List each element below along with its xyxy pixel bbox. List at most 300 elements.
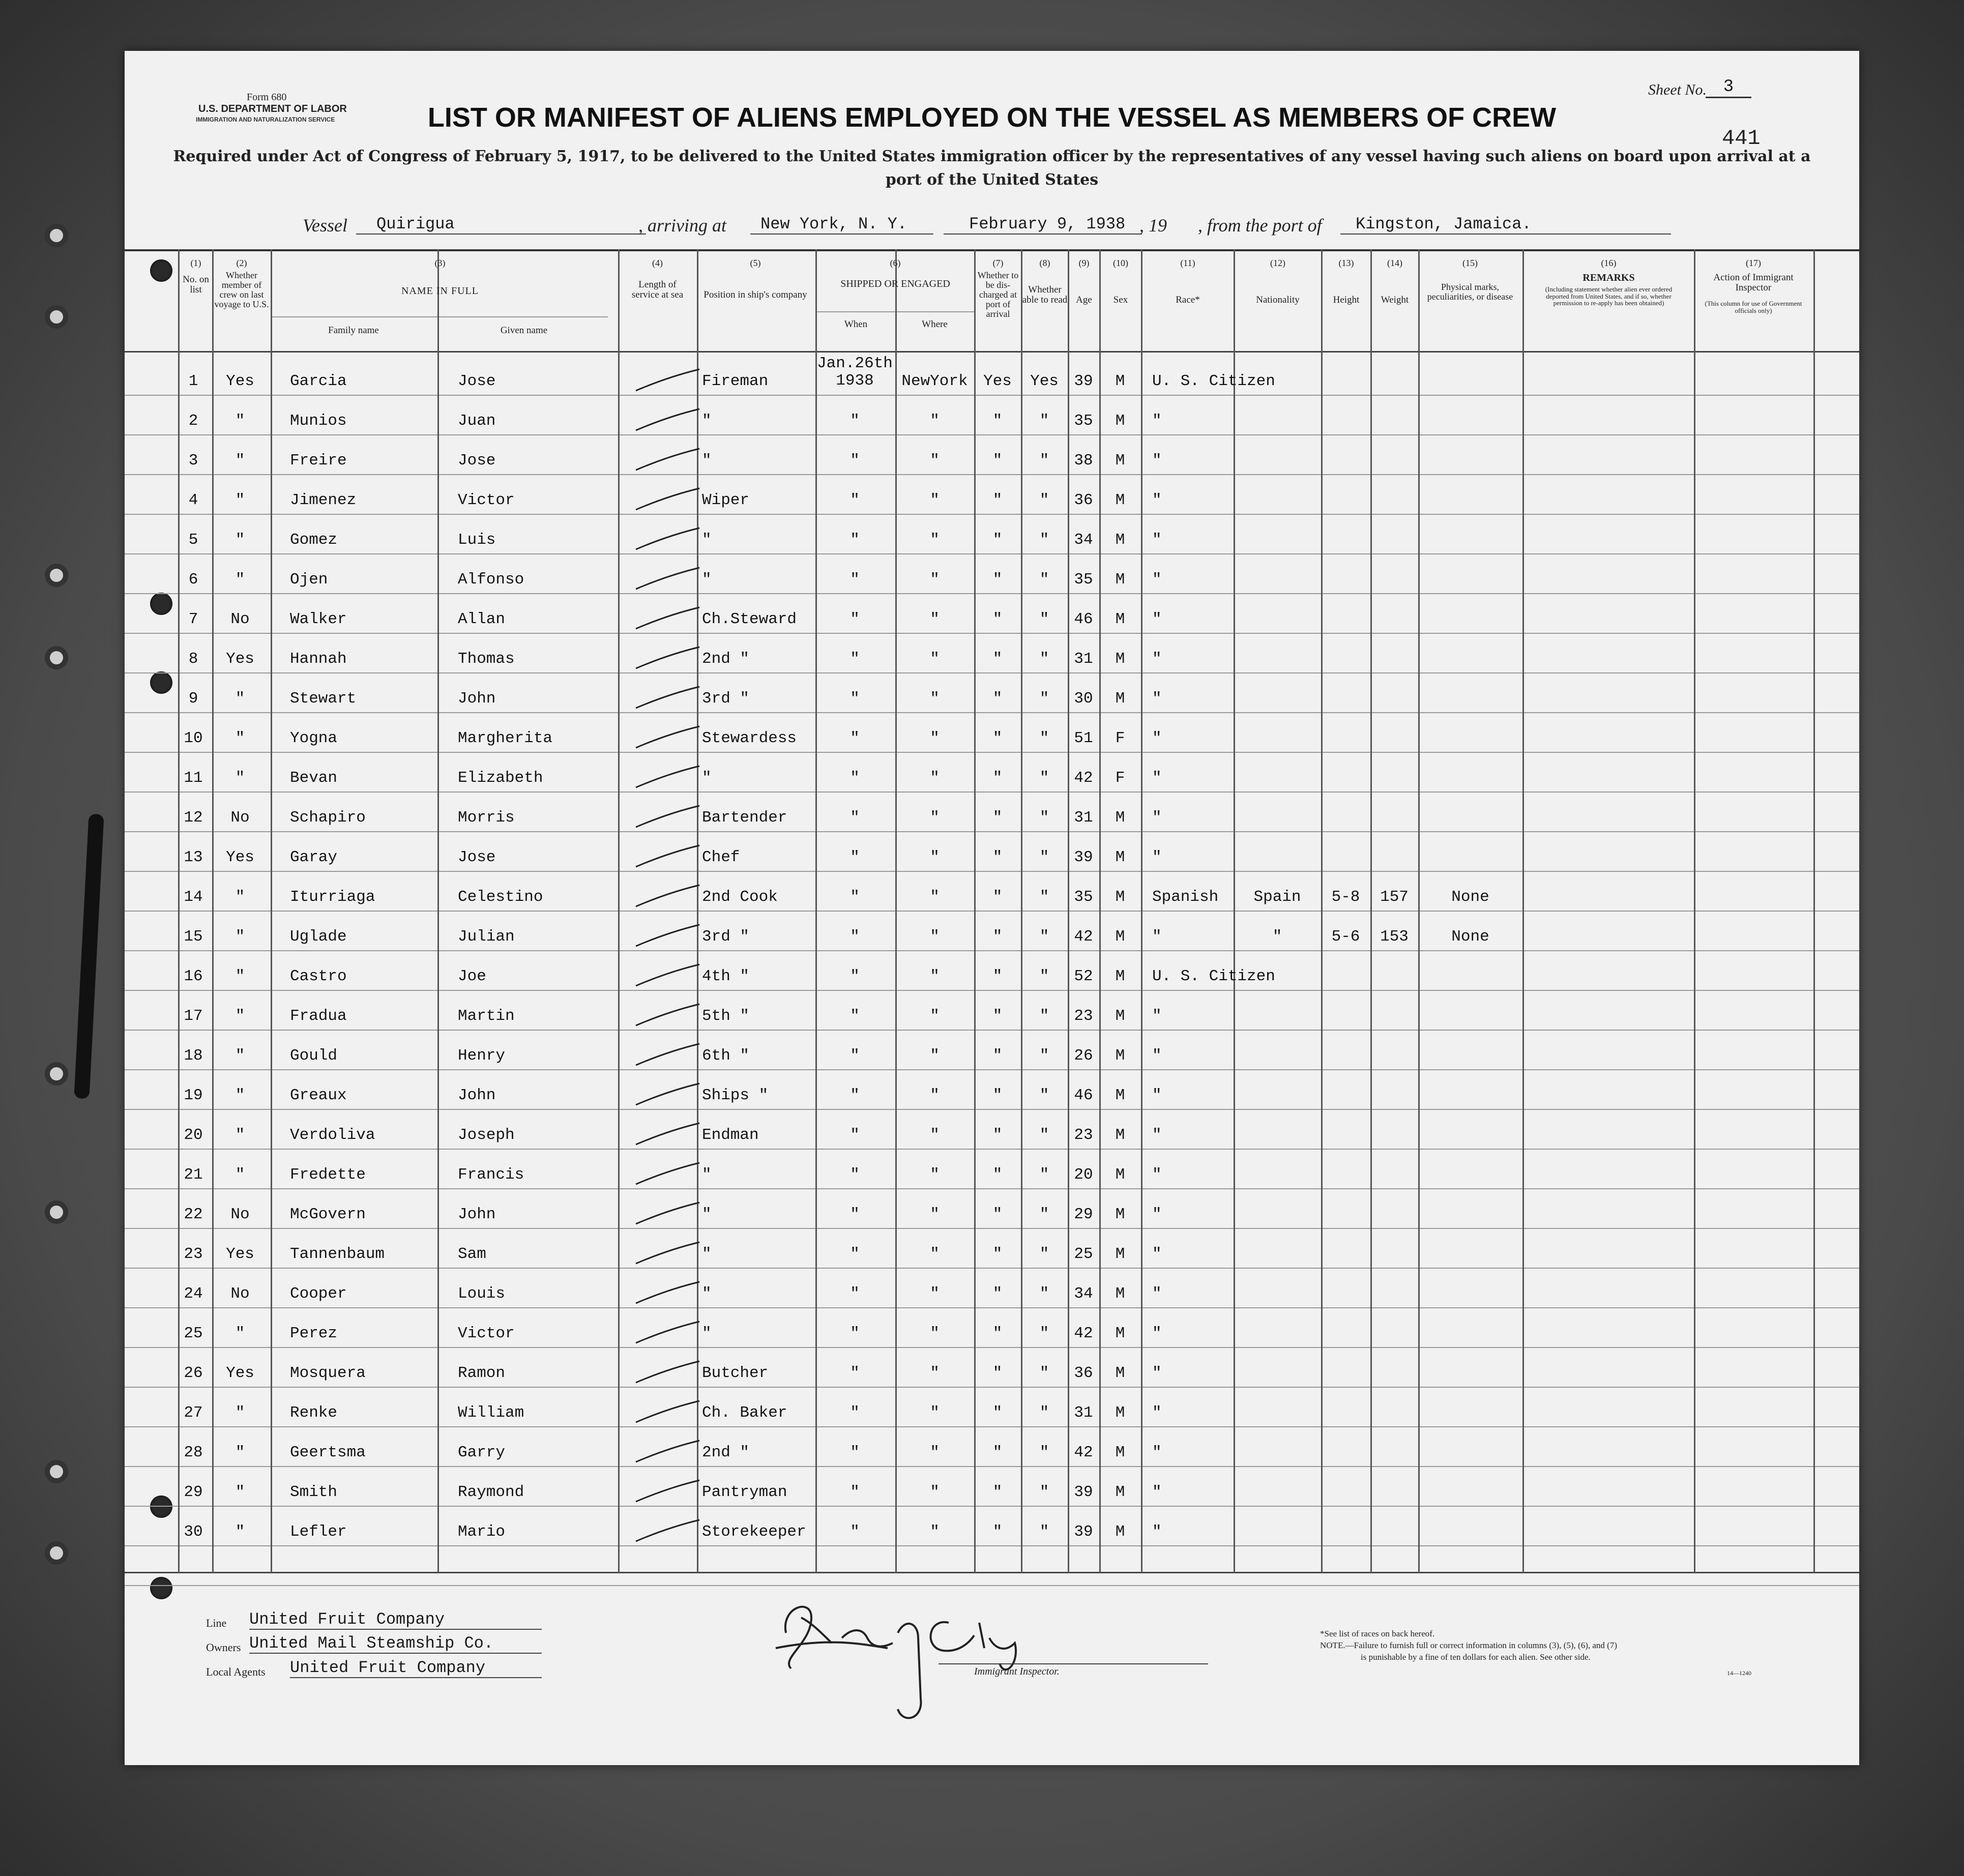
able-to-read: " [1039,452,1049,470]
discharged: " [992,1126,1003,1144]
row-number: 26 [184,1364,203,1382]
subtitle-line-2: port of the United States [885,171,1099,189]
shipped-when: " [850,968,860,985]
position: 2nd " [702,650,750,668]
form-number: Form 680 [247,92,287,103]
discharged: " [992,1206,1003,1223]
discharged: " [992,968,1003,985]
row-number: 24 [184,1285,203,1303]
shipped-when: " [850,1007,860,1025]
sex: M [1115,1087,1125,1104]
row-number: 22 [184,1206,203,1223]
prior-voyage: " [235,452,245,470]
row-number: 4 [188,491,198,509]
row-rule [125,593,1859,594]
position: Pantryman [702,1483,787,1501]
arriving-port: New York, N. Y. [750,215,933,234]
pencil-tick-mark [633,603,705,634]
shipped-when: " [850,928,860,946]
punch-hole [150,1496,172,1518]
header-bottom-rule [125,351,1859,353]
page-title: LIST OR MANIFEST OF ALIENS EMPLOYED ON THE VESSEL AS MEMBERS OF CREW [427,102,1557,133]
prior-voyage: " [235,928,245,946]
row-number: 29 [184,1483,203,1501]
given-name: William [458,1404,524,1422]
binder-ring [45,305,68,329]
discharged: " [992,571,1003,589]
row-rule [125,752,1859,753]
shipped-where: " [930,1007,940,1025]
race: " [1152,1483,1162,1501]
height: 5-6 [1331,928,1360,946]
race: " [1152,769,1162,787]
row-number: 15 [184,928,203,946]
pencil-tick-mark [633,524,705,554]
age: 39 [1074,372,1093,390]
shipped-when: " [850,1166,860,1184]
given-name: Joe [458,968,486,985]
binder-ring [45,1062,68,1086]
able-to-read: " [1039,650,1049,668]
shipped-where: " [930,888,940,906]
race: " [1152,531,1162,549]
col-11-number: (11) [1180,258,1195,268]
col-16-header: REMARKS [1582,272,1635,283]
row-number: 21 [184,1166,203,1184]
family-name: Ojen [290,571,328,589]
position: 3rd " [702,690,750,708]
race: " [1152,1007,1162,1025]
physical-marks: None [1451,928,1489,946]
punch-hole [150,259,172,282]
discharged: " [992,650,1003,668]
given-name: Sam [458,1245,486,1263]
shipped-when: " [850,571,860,589]
sex: M [1115,650,1125,668]
binder-ring [45,1541,68,1565]
sex: M [1115,412,1125,430]
family-name: Castro [290,968,347,985]
sex: F [1115,769,1125,787]
race: " [1152,848,1162,866]
able-to-read: Yes [1030,372,1059,390]
col-6-where-header: Where [922,319,948,330]
race: " [1152,1523,1162,1541]
prior-voyage: Yes [226,1364,254,1382]
col-8-number: (8) [1039,258,1050,268]
shipped-where: " [930,809,940,827]
family-name: McGovern [290,1206,366,1223]
row-rule [125,514,1859,515]
shipped-where: " [930,610,940,628]
sex: M [1115,1364,1125,1382]
column-rule [1522,249,1524,1573]
pencil-tick-mark [633,564,705,594]
given-name: Martin [458,1007,515,1025]
race: " [1152,491,1162,509]
age: 23 [1074,1126,1093,1144]
given-name: Jose [458,848,496,866]
family-name: Garcia [290,372,347,390]
position: " [702,412,712,430]
col-10-number: (10) [1113,258,1128,268]
family-name: Verdoliva [290,1126,375,1144]
family-name: Cooper [290,1285,347,1303]
shipped-where: NewYork [901,372,968,390]
shipped-when: " [850,610,860,628]
row-number: 23 [184,1245,203,1263]
position: " [702,452,712,470]
family-name: Mosquera [290,1364,366,1382]
row-rule [125,1545,1859,1546]
shipped-where: " [930,1404,940,1422]
age: 31 [1074,650,1093,668]
able-to-read: " [1039,1166,1049,1184]
able-to-read: " [1039,1285,1049,1303]
discharged: " [992,769,1003,787]
prior-voyage: " [235,690,245,708]
race: " [1152,1126,1162,1144]
col-4-header: Length of service at sea [631,279,684,300]
shipped-when: " [850,531,860,549]
sex: M [1115,571,1125,589]
able-to-read: " [1039,1206,1049,1223]
col-7-header: Whether to be dis-charged at port of arrival [977,270,1019,319]
sex: M [1115,690,1125,708]
prior-voyage: " [235,968,245,985]
able-to-read: " [1039,1364,1049,1382]
prior-voyage: No [230,1206,250,1223]
header-sub-rule [815,311,974,312]
col-6-when-header: When [844,319,868,330]
able-to-read: " [1039,809,1049,827]
age: 51 [1074,729,1093,747]
race: Spanish [1152,888,1219,906]
able-to-read: " [1039,571,1049,589]
given-name: Luis [458,531,496,549]
shipped-where: " [930,1523,940,1541]
pencil-tick-mark [633,722,705,753]
row-rule [125,1030,1859,1031]
table-top-rule [125,249,1859,251]
pencil-tick-mark [633,405,705,435]
race: " [1152,1245,1162,1263]
prior-voyage: " [235,1126,245,1144]
able-to-read: " [1039,690,1049,708]
shipped-when: " [850,1325,860,1342]
prior-voyage: Yes [226,1245,254,1263]
height: 5-8 [1331,888,1360,906]
able-to-read: " [1039,1047,1049,1065]
given-name: Elizabeth [458,769,543,787]
prior-voyage: Yes [226,372,254,390]
sex: M [1115,491,1125,509]
col-17-subheader: (This column for use of Government officials only) [1705,300,1802,314]
punch-hole [150,593,172,615]
family-name: Fradua [290,1007,347,1025]
row-number: 30 [184,1523,203,1541]
punch-hole [150,1577,172,1599]
pencil-tick-mark [633,1397,705,1427]
column-rule [1370,249,1372,1573]
pencil-tick-mark [633,683,705,713]
position: 2nd Cook [702,888,778,906]
pencil-tick-mark [633,960,705,991]
col-16-number: (16) [1601,258,1617,268]
service: IMMIGRATION AND NATURALIZATION SERVICE [196,116,335,123]
sex: M [1115,452,1125,470]
sheet-label: Sheet No. [1648,81,1707,98]
age: 42 [1074,1325,1093,1342]
discharged: " [992,1444,1003,1461]
prior-voyage: " [235,1087,245,1104]
table-bottom-rule [125,1572,1859,1573]
shipped-where: " [930,1483,940,1501]
age: 39 [1074,1523,1093,1541]
position: Wiper [702,491,750,509]
shipped-when: " [850,809,860,827]
col-14-number: (14) [1387,258,1402,268]
given-name: Thomas [458,650,515,668]
row-number: 5 [188,531,198,549]
row-rule [125,792,1859,793]
discharged: " [992,1087,1003,1104]
row-rule [125,831,1859,832]
arrival-date: February 9, 1938 [944,215,1142,234]
discharged: " [992,1325,1003,1342]
shipped-when: " [850,1245,860,1263]
race: " [1152,1325,1162,1342]
race: " [1152,1364,1162,1382]
shipped-where: " [930,1245,940,1263]
row-rule [125,1466,1859,1467]
row-rule [125,1069,1859,1070]
sex: F [1115,729,1125,747]
given-name: John [458,1087,496,1104]
race: " [1152,610,1162,628]
row-rule [125,990,1859,991]
sex: M [1115,1325,1125,1342]
race: " [1152,571,1162,589]
row-rule [125,1307,1859,1308]
department: U.S. DEPARTMENT OF LABOR [198,103,347,114]
position: 2nd " [702,1444,750,1461]
prior-voyage: No [230,610,250,628]
discharged: " [992,610,1003,628]
sex: M [1115,848,1125,866]
row-number: 28 [184,1444,203,1461]
shipped-when: " [850,1047,860,1065]
subtitle-line-1: Required under Act of Congress of February 5, 1917, to be delivered to the United States immigration officer by the representatives of any vessel having such aliens on board upon arrival at a [173,148,1811,165]
family-name: Gould [290,1047,338,1065]
col-8-header: Whether able to read [1022,284,1068,305]
shipped-where: " [930,1126,940,1144]
col-3-header: NAME IN FULL [401,285,479,297]
row-number: 16 [184,968,203,985]
col-12-number: (12) [1270,258,1285,268]
sex: M [1115,531,1125,549]
col-17-header: Action of Immigrant Inspector [1713,272,1794,293]
inspector-label: Immigrant Inspector. [974,1666,1060,1677]
age: 46 [1074,1087,1093,1104]
family-name: Freire [290,452,347,470]
signature-line [939,1663,1208,1664]
shipped-when: " [850,729,860,747]
column-rule [1813,249,1815,1573]
age: 39 [1074,1483,1093,1501]
family-name: Iturriaga [290,888,375,906]
sex: M [1115,1404,1125,1422]
row-rule [125,672,1859,673]
position: Storekeeper [702,1523,806,1541]
position: 4th " [702,968,750,985]
sex: M [1115,1483,1125,1501]
race: " [1152,1206,1162,1223]
age: 42 [1074,928,1093,946]
col-4-number: (4) [652,258,663,268]
col-16-subheader: (Including statement whether alien ever ordered deported from United States, and if so, whether permission to re-apply has been obtained) [1545,285,1673,307]
family-name: Yogna [290,729,338,747]
arriving-label: , arriving at [638,215,727,236]
sex: M [1115,1126,1125,1144]
pencil-tick-mark [633,1079,705,1110]
sex: M [1115,610,1125,628]
nationality: " [1272,928,1282,946]
prior-voyage: " [235,729,245,747]
shipped-when: " [850,1126,860,1144]
shipped-when: " [850,888,860,906]
row-rule [125,1347,1859,1348]
given-name: John [458,1206,496,1223]
row-rule [125,395,1859,396]
header-sub-rule [272,316,608,317]
sex: M [1115,1007,1125,1025]
col-6-number: (6) [890,258,901,268]
column-rule [1694,249,1695,1573]
able-to-read: " [1039,412,1049,430]
family-name: Lefler [290,1523,347,1541]
age: 34 [1074,1285,1093,1303]
family-name: Smith [290,1483,338,1501]
shipped-when: " [850,650,860,668]
age: 34 [1074,531,1093,549]
prior-voyage: " [235,1166,245,1184]
race: " [1152,1047,1162,1065]
given-name: Celestino [458,888,543,906]
discharged: " [992,1245,1003,1263]
position: 3rd " [702,928,750,946]
able-to-read: " [1039,1483,1049,1501]
row-rule [125,871,1859,872]
race: U. S. Citizen [1152,968,1275,985]
age: 20 [1074,1166,1093,1184]
shipped-where: " [930,1047,940,1065]
able-to-read: " [1039,610,1049,628]
able-to-read: " [1039,928,1049,946]
col-1-number: (1) [190,258,201,268]
race: " [1152,690,1162,708]
col-2-header: Whether member of crew on last voyage to U.S. [214,270,269,309]
age: 35 [1074,412,1093,430]
prior-voyage: " [235,1325,245,1342]
given-name: Jose [458,372,496,390]
able-to-read: " [1039,769,1049,787]
given-name: Henry [458,1047,506,1065]
row-rule [125,474,1859,475]
row-rule [125,1585,1859,1586]
row-number: 27 [184,1404,203,1422]
shipped-where: " [930,1444,940,1461]
discharged: " [992,888,1003,906]
shipped-where: " [930,1325,940,1342]
race: U. S. Citizen [1152,372,1275,390]
pencil-tick-mark [633,1357,705,1388]
shipped-when: " [850,491,860,509]
prior-voyage: " [235,1404,245,1422]
pencil-tick-mark [633,921,705,951]
pencil-tick-mark [633,1119,705,1150]
family-name: Hannah [290,650,347,668]
row-number: 3 [188,452,198,470]
position: Bartender [702,809,787,827]
given-name: Garry [458,1444,506,1461]
position: Butcher [702,1364,769,1382]
shipped-where: " [930,491,940,509]
given-name: Victor [458,1325,515,1342]
col-10-header: Sex [1113,295,1128,305]
family-name: Munios [290,412,347,430]
column-rule [1141,249,1142,1573]
shipped-when: " [850,1206,860,1223]
discharged: Yes [983,372,1012,390]
able-to-read: " [1039,491,1049,509]
race: " [1152,809,1162,827]
shipped-where: " [930,968,940,985]
binder-ring [45,1200,68,1224]
position: Chef [702,848,740,866]
position: " [702,1166,712,1184]
row-rule [125,1188,1859,1189]
race: " [1152,412,1162,430]
able-to-read: " [1039,531,1049,549]
given-name: Louis [458,1285,506,1303]
binder-ring [45,224,68,247]
pencil-tick-mark [633,1238,705,1269]
row-rule [125,633,1859,634]
able-to-read: " [1039,1087,1049,1104]
age: 42 [1074,769,1093,787]
age: 29 [1074,1206,1093,1223]
row-number: 13 [184,848,203,866]
pencil-tick-mark [633,1000,705,1031]
sex: M [1115,1523,1125,1541]
sex: M [1115,809,1125,827]
vessel-label: Vessel [303,215,347,236]
col-12-header: Nationality [1256,295,1300,305]
row-rule [125,1109,1859,1110]
shipped-where: " [930,650,940,668]
col-13-header: Height [1333,295,1360,305]
weight: 157 [1380,888,1409,906]
family-name: Uglade [290,928,347,946]
sex: M [1115,1047,1125,1065]
family-name: Jimenez [290,491,357,509]
row-number: 6 [188,571,198,589]
row-rule [125,911,1859,912]
shipped-when: " [850,452,860,470]
given-name: Juan [458,412,496,430]
shipped-when: " [850,1483,860,1501]
